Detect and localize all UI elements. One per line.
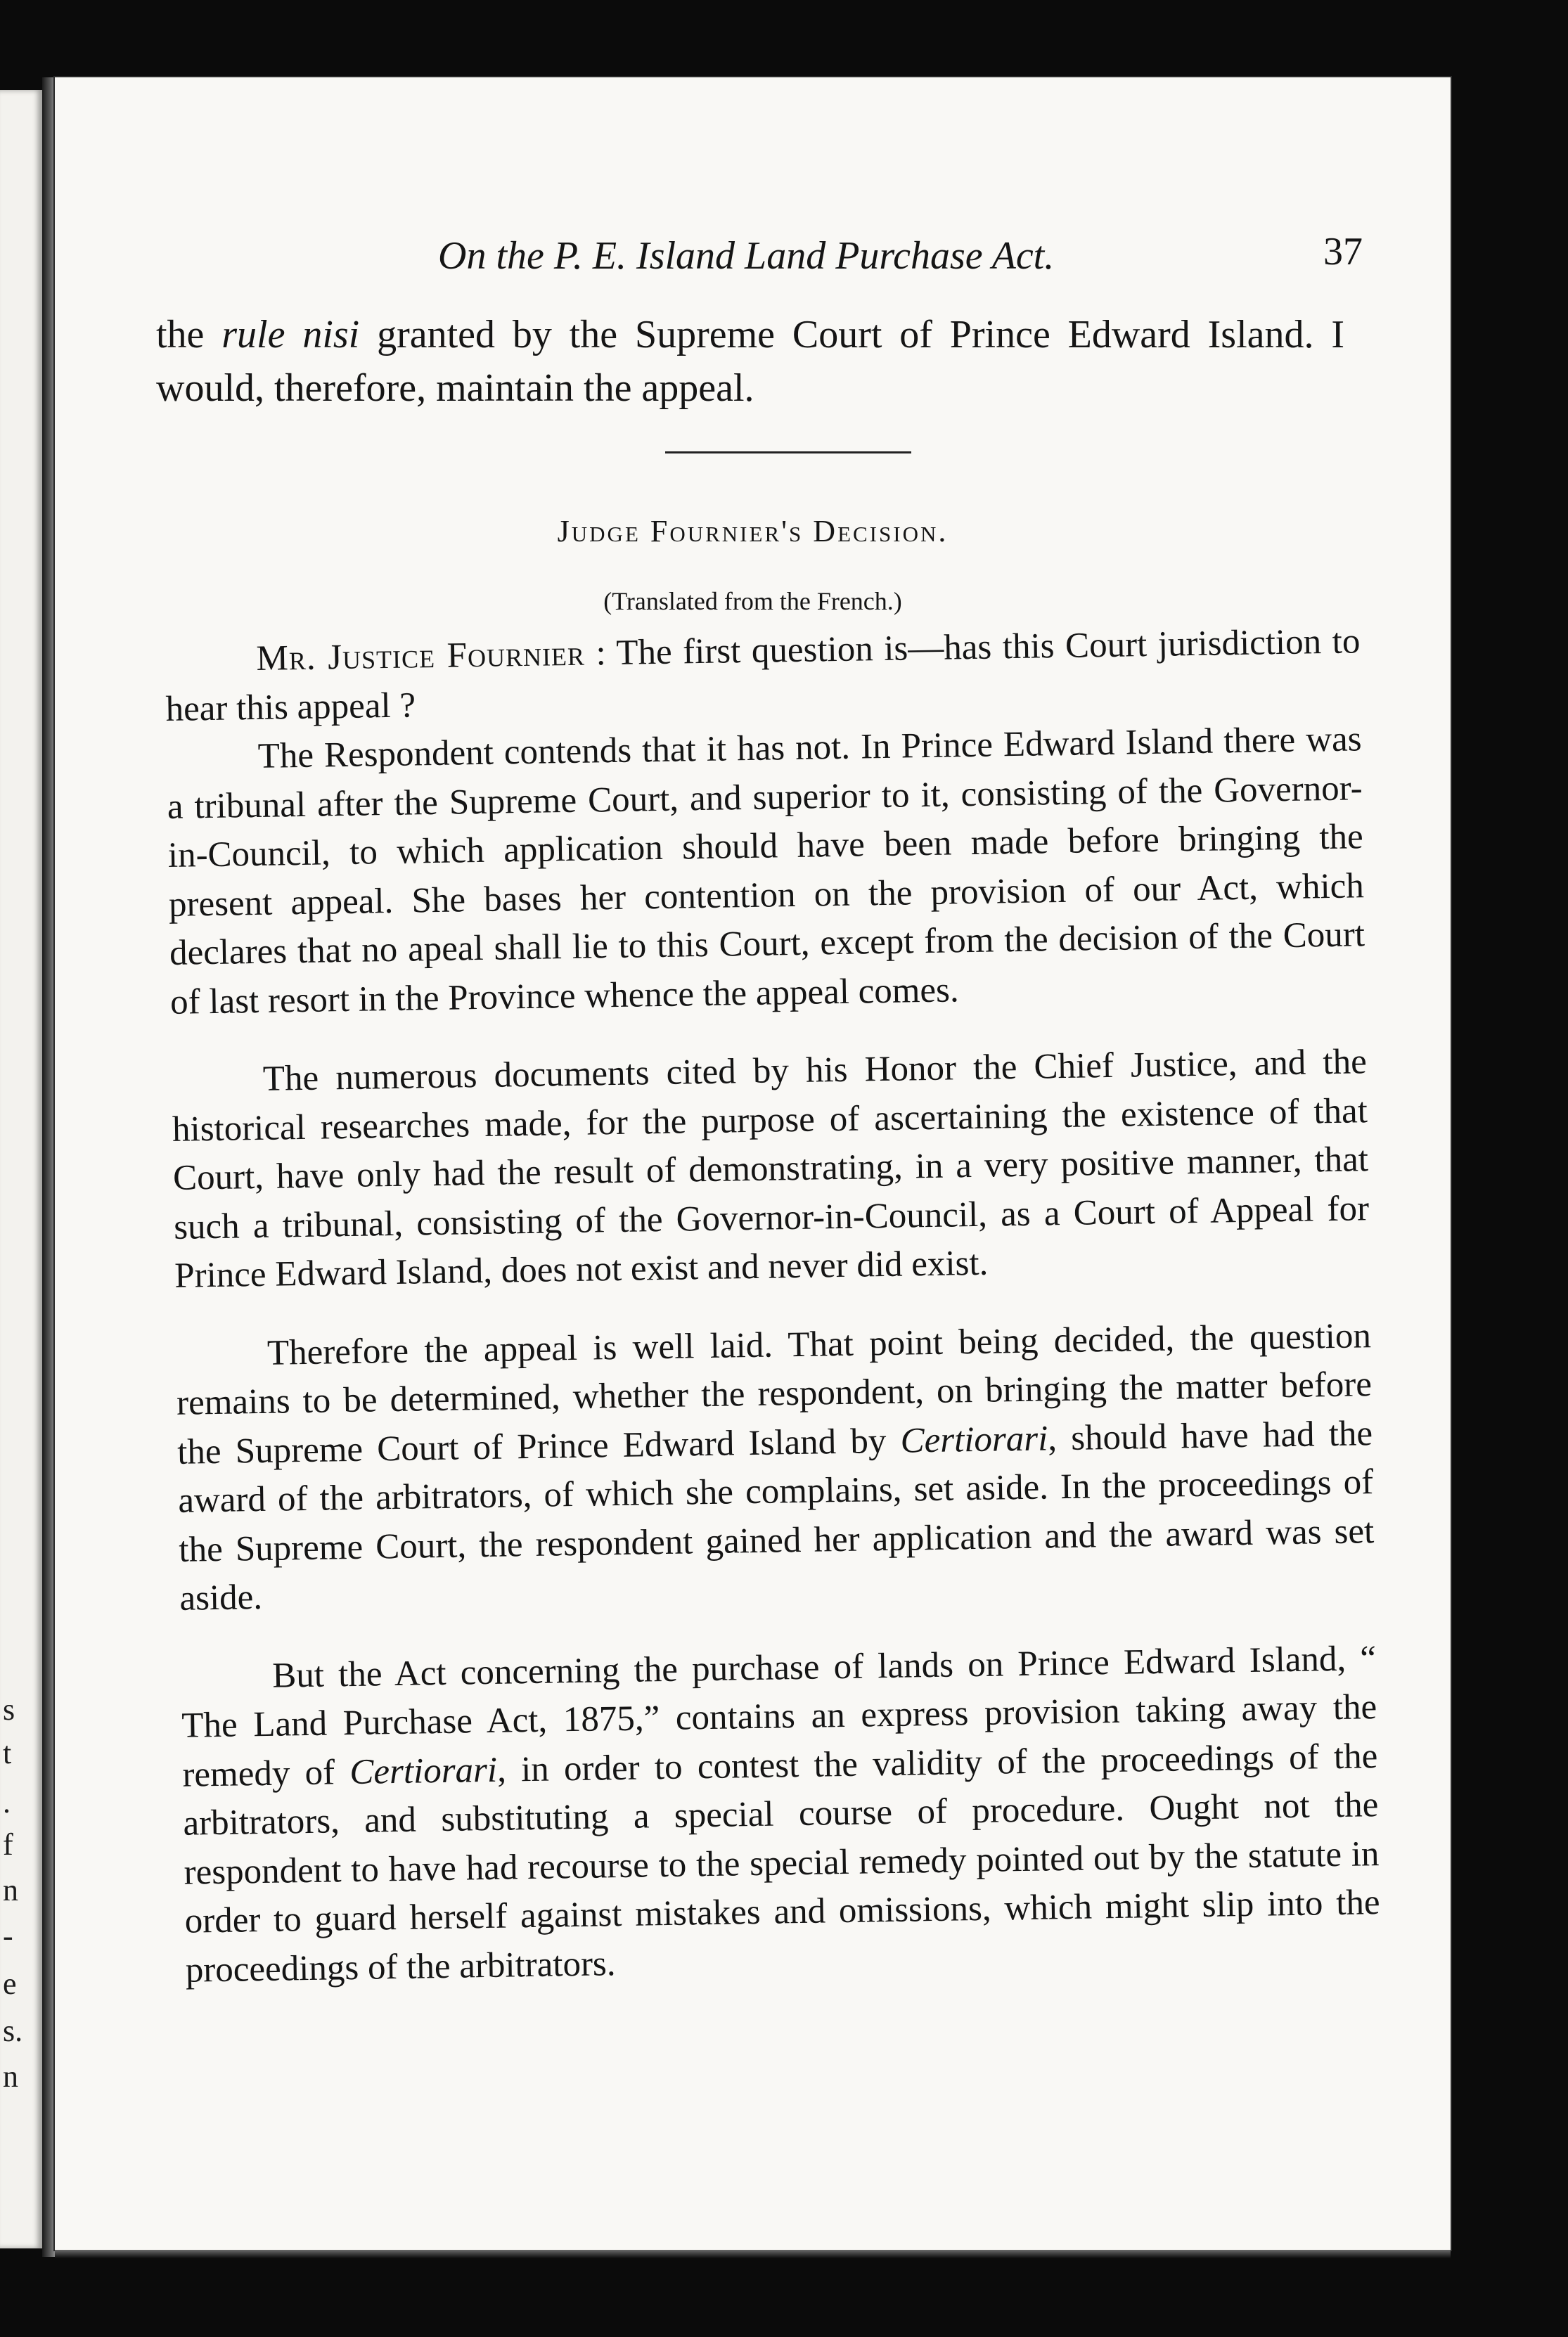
carryover-paragraph xyxy=(156,308,1344,415)
running-title: On the P. E. Island Land Purchase Act. xyxy=(438,234,1055,278)
paragraph-5 xyxy=(181,1635,1381,1995)
previous-page-edge xyxy=(0,90,42,2248)
page-bottom-shadow xyxy=(55,2250,1451,2258)
paragraph-2: The Respondent contends that it has not. In Prince Edward Island there was a tribunal after the Supreme Court, and superior to it, consisting of the Governor-in-Council, to which application should have been made before bringing the present appeal. She bases her contention on the provision of our Act, which declares that no apeal shall lie to this Court, except from the decision of the Court of last resort in the Province whence the appeal comes. xyxy=(167,719,1365,1022)
paragraph-5-part-a: But the Act concerning the purchase of lands on Prince Edward Island, “ The Land Purchase Act, 1875,” contains an express provision taking away the remedy of xyxy=(181,1638,1377,1795)
section-heading: Judge Fournier's Decision. xyxy=(557,514,949,548)
paragraph-4-part-b: , should have had the award of the arbitrators, of which she complains, set aside. In the proceedings of the Supreme Court, the respondent gained her application and the award was set aside. xyxy=(177,1413,1375,1618)
margin-fragment: f xyxy=(3,1827,13,1862)
margin-fragment: s. xyxy=(3,2014,23,2048)
carryover-rest: granted by the Supreme Court of Prince Edward Island. I would, therefore, maintain the appeal. xyxy=(156,313,1344,410)
paragraph-4 xyxy=(176,1312,1375,1624)
paragraph-5-italic: Certiorari xyxy=(349,1750,498,1792)
carryover-italic: rule nisi xyxy=(221,313,360,356)
margin-fragment: - xyxy=(3,1919,13,1953)
margin-fragment: . xyxy=(3,1785,11,1820)
margin-fragment: e xyxy=(3,1966,17,2001)
page-number: 37 xyxy=(1323,230,1363,273)
paragraph-3: The numerous documents cited by his Honor the Chief Justice, and the historical researches made, for the purpose of ascertaining the existence of that Court, have only had the result of demonstrating, in a very positive manner, that such a tribunal, consisting of the Governor-in-Council, as a Court of Appeal for Prince Edward Island, does not exist and never did exist. xyxy=(172,1042,1370,1296)
margin-fragment: n xyxy=(3,2059,18,2094)
decision-body xyxy=(165,617,1381,1995)
running-header xyxy=(385,230,1363,290)
book-page xyxy=(55,77,1451,2250)
section-subheading: (Translated from the French.) xyxy=(603,587,902,615)
margin-fragment: s xyxy=(3,1692,15,1727)
paragraph-1-text: : The first question is—has this Court jurisdiction to hear this appeal ? xyxy=(165,622,1361,729)
paragraph-5-part-b: , in order to contest the validity of the proceedings of the arbitrators, and substituting a special course of procedure. Ought not the respondent to have had recourse to the special remedy pointed out by the statute in order to guard herself against mistakes and omissions, which might slip into the proceedings of the arbitrators. xyxy=(183,1736,1380,1990)
paragraph-1 xyxy=(165,617,1361,734)
margin-fragment: t xyxy=(3,1736,12,1770)
paragraph-4-part-a: Therefore the appeal is well laid. That point being decided, the question remains to be determined, whether the respondent, on bringing the matter before the Supreme Court of Prince Edward Island by xyxy=(176,1315,1373,1472)
margin-fragment: n xyxy=(3,1873,18,1907)
section-divider-rule xyxy=(665,451,911,453)
speaker-name: Mr. Justice Fournier xyxy=(256,633,586,678)
paragraph-4-italic: Certiorari xyxy=(900,1418,1048,1461)
carryover-start: the xyxy=(156,313,222,356)
